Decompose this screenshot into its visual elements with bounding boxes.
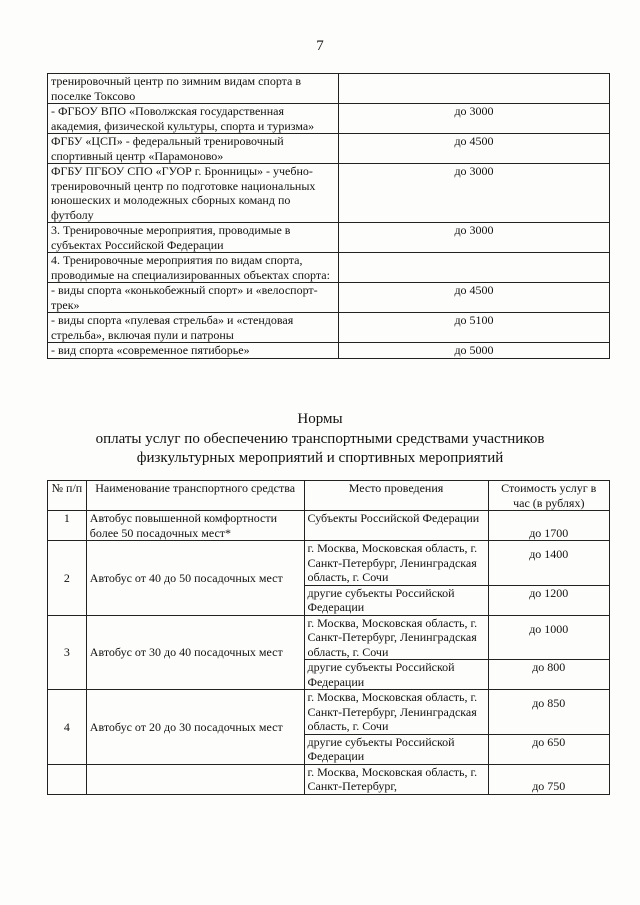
hourly-cost: до 850 <box>488 690 609 735</box>
table-cell-cost <box>339 74 610 104</box>
table-cell-cost: до 3000 <box>339 104 610 134</box>
event-place: г. Москва, Московская область, г. Санкт-Петербург, Ленинградская область, г. Сочи <box>304 690 488 735</box>
table-cell-description: 3. Тренировочные мероприятия, проводимые в субъектах Российской Федерации <box>48 223 339 253</box>
event-place: Субъекты Российской Федерации <box>304 511 488 541</box>
column-header-cost: Стоимость услуг в час (в рублях) <box>488 481 609 511</box>
table-header-row <box>48 481 610 511</box>
vehicle-name: Автобус повышенной комфортности более 50 посадочных мест* <box>86 511 304 541</box>
table-cell-description: - виды спорта «конькобежный спорт» и «велоспорт-трек» <box>48 283 339 313</box>
event-place: г. Москва, Московская область, г. Санкт-Петербург, <box>304 764 488 794</box>
table-cell-description: ФГБУ ПГБОУ СПО «ГУОР г. Бронницы» - учебно-тренировочный центр по подготовке национальных юношеских и молодежных сборных команд по футболу <box>48 164 339 223</box>
table-row <box>48 541 610 586</box>
table-cell-cost: до 4500 <box>339 134 610 164</box>
table-cell-cost: до 4500 <box>339 283 610 313</box>
hourly-cost: до 1400 <box>488 541 609 586</box>
table-cell-cost: до 3000 <box>339 223 610 253</box>
table-row <box>48 134 610 164</box>
vehicle-name <box>86 764 304 794</box>
event-place: г. Москва, Московская область, г. Санкт-Петербург, Ленинградская область, г. Сочи <box>304 615 488 660</box>
row-number: 3 <box>48 615 87 690</box>
event-place: другие субъекты Российской Федерации <box>304 585 488 615</box>
page-number: 7 <box>316 38 324 54</box>
table-row <box>48 313 610 343</box>
table-cell-description: - вид спорта «современное пятиборье» <box>48 343 339 359</box>
table-cell-description: 4. Тренировочные мероприятия по видам спорта, проводимые на специализированных объектах спорта: <box>48 253 339 283</box>
table-cell-description: ФГБУ «ЦСП» - федеральный тренировочный спортивный центр «Парамоново» <box>48 134 339 164</box>
vehicle-name: Автобус от 20 до 30 посадочных мест <box>86 690 304 765</box>
row-number: 2 <box>48 541 87 616</box>
hourly-cost: до 800 <box>488 660 609 690</box>
event-place: другие субъекты Российской Федерации <box>304 660 488 690</box>
table-row <box>48 223 610 253</box>
table-row <box>48 343 610 359</box>
column-header-place: Место проведения <box>304 481 488 511</box>
table-row <box>48 690 610 735</box>
table-cell-cost <box>339 253 610 283</box>
table-cell-cost: до 3000 <box>339 164 610 223</box>
table-row <box>48 615 610 660</box>
hourly-cost: до 1200 <box>488 585 609 615</box>
vehicle-name: Автобус от 30 до 40 посадочных мест <box>86 615 304 690</box>
row-number: 4 <box>48 690 87 765</box>
table-row <box>48 74 610 104</box>
column-header-number: № п/п <box>48 481 87 511</box>
hourly-cost: до 1000 <box>488 615 609 660</box>
sports-events-cost-table <box>47 73 610 359</box>
column-header-vehicle: Наименование транспортного средства <box>86 481 304 511</box>
hourly-cost: до 1700 <box>488 511 609 541</box>
table-row <box>48 764 610 794</box>
vehicle-name: Автобус от 40 до 50 посадочных мест <box>86 541 304 616</box>
table-row <box>48 164 610 223</box>
table-row <box>48 283 610 313</box>
section-heading-line-3: физкультурных мероприятий и спортивных мероприятий <box>136 450 504 466</box>
section-heading-line-2: оплаты услуг по обеспечению транспортными средствами участников <box>95 431 545 447</box>
event-place: другие субъекты Российской Федерации <box>304 734 488 764</box>
table-row <box>48 511 610 541</box>
table-row <box>48 104 610 134</box>
section-heading-title: Нормы <box>297 411 343 427</box>
table-cell-cost: до 5100 <box>339 313 610 343</box>
table-cell-description: тренировочный центр по зимним видам спорта в поселке Токсово <box>48 74 339 104</box>
event-place: г. Москва, Московская область, г. Санкт-Петербург, Ленинградская область, г. Сочи <box>304 541 488 586</box>
table-cell-cost: до 5000 <box>339 343 610 359</box>
hourly-cost: до 750 <box>488 764 609 794</box>
table-cell-description: - ФГБОУ ВПО «Поволжская государственная академия, физической культуры, спорта и туризма» <box>48 104 339 134</box>
table-cell-description: - виды спорта «пулевая стрельба» и «стендовая стрельба», включая пули и патроны <box>48 313 339 343</box>
hourly-cost: до 650 <box>488 734 609 764</box>
row-number <box>48 764 87 794</box>
row-number: 1 <box>48 511 87 541</box>
table-row <box>48 253 610 283</box>
transport-cost-table <box>47 480 610 795</box>
